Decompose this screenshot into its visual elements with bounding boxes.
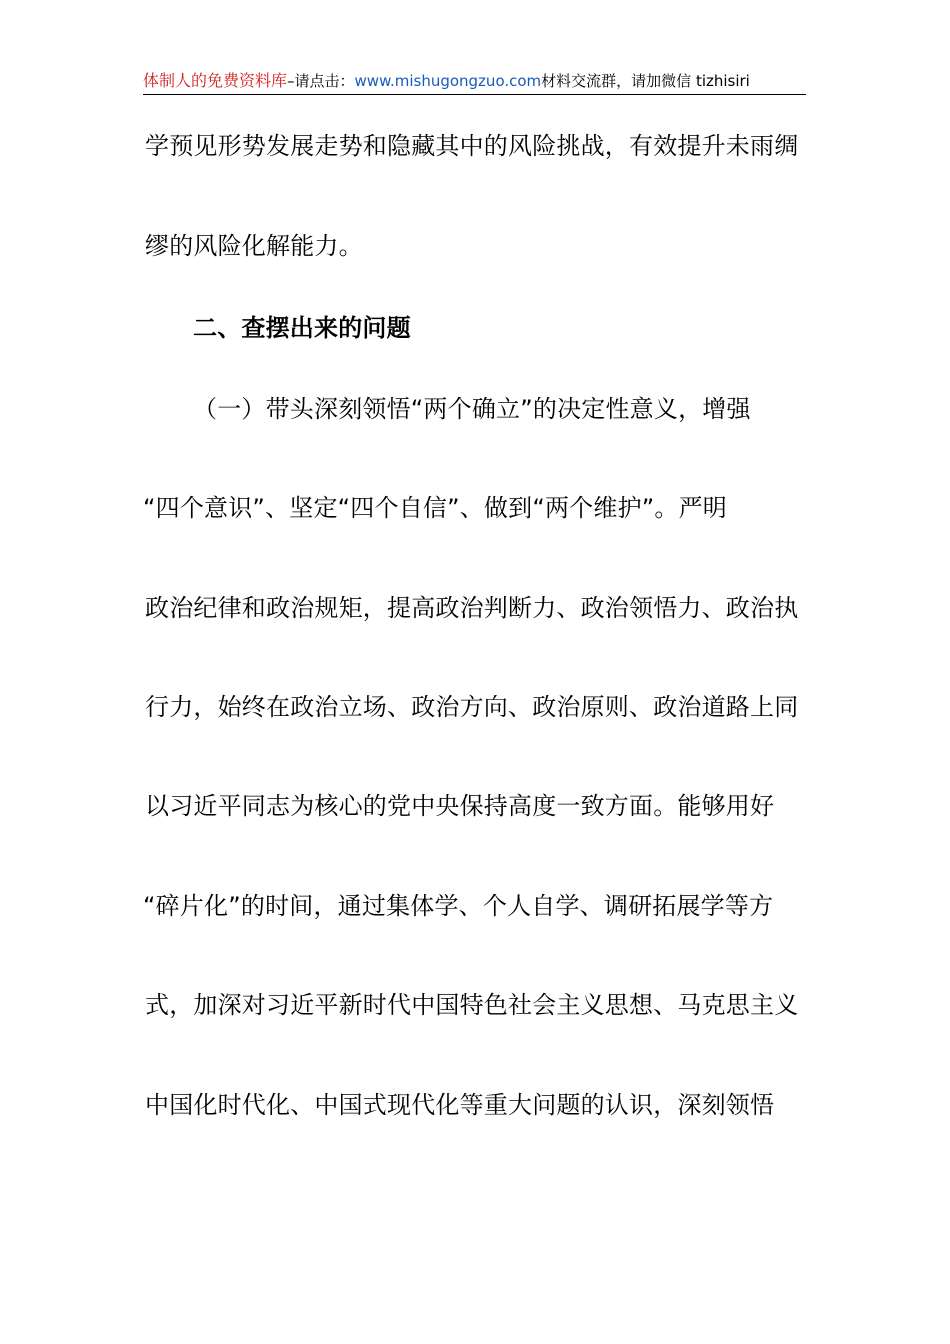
body-line: 以习近平同志为核心的党中央保持高度一致方面。能够用好 bbox=[145, 792, 775, 820]
header-suffix: 材料交流群，请加微信 tizhisiri bbox=[541, 72, 750, 90]
body-line: 缪的风险化解能力。 bbox=[145, 232, 363, 260]
header-url-link[interactable]: www.mishugongzuo.com bbox=[354, 72, 542, 90]
header-brand: 体制人的免费资料库 bbox=[143, 71, 288, 90]
body-line: （一）带头深刻领悟“两个确立”的决定性意义，增强 bbox=[193, 395, 751, 423]
header-prompt: –请点击： bbox=[287, 72, 355, 90]
body-line: 行力，始终在政治立场、政治方向、政治原则、政治道路上同 bbox=[145, 693, 799, 721]
body-line: “碎片化”的时间，通过集体学、个人自学、调研拓展学等方 bbox=[143, 892, 774, 920]
body-line: 学预见形势发展走势和隐藏其中的风险挑战，有效提升未雨绸 bbox=[145, 132, 799, 160]
section-heading: 二、查摆出来的问题 bbox=[193, 314, 411, 342]
body-line: 中国化时代化、中国式现代化等重大问题的认识，深刻领悟 bbox=[145, 1091, 775, 1119]
page-header bbox=[143, 68, 806, 95]
body-line: 政治纪律和政治规矩，提高政治判断力、政治领悟力、政治执 bbox=[145, 594, 799, 622]
body-line: “四个意识”、坚定“四个自信”、做到“两个维护”。严明 bbox=[143, 494, 727, 522]
body-line: 式，加深对习近平新时代中国特色社会主义思想、马克思主义 bbox=[145, 991, 799, 1019]
